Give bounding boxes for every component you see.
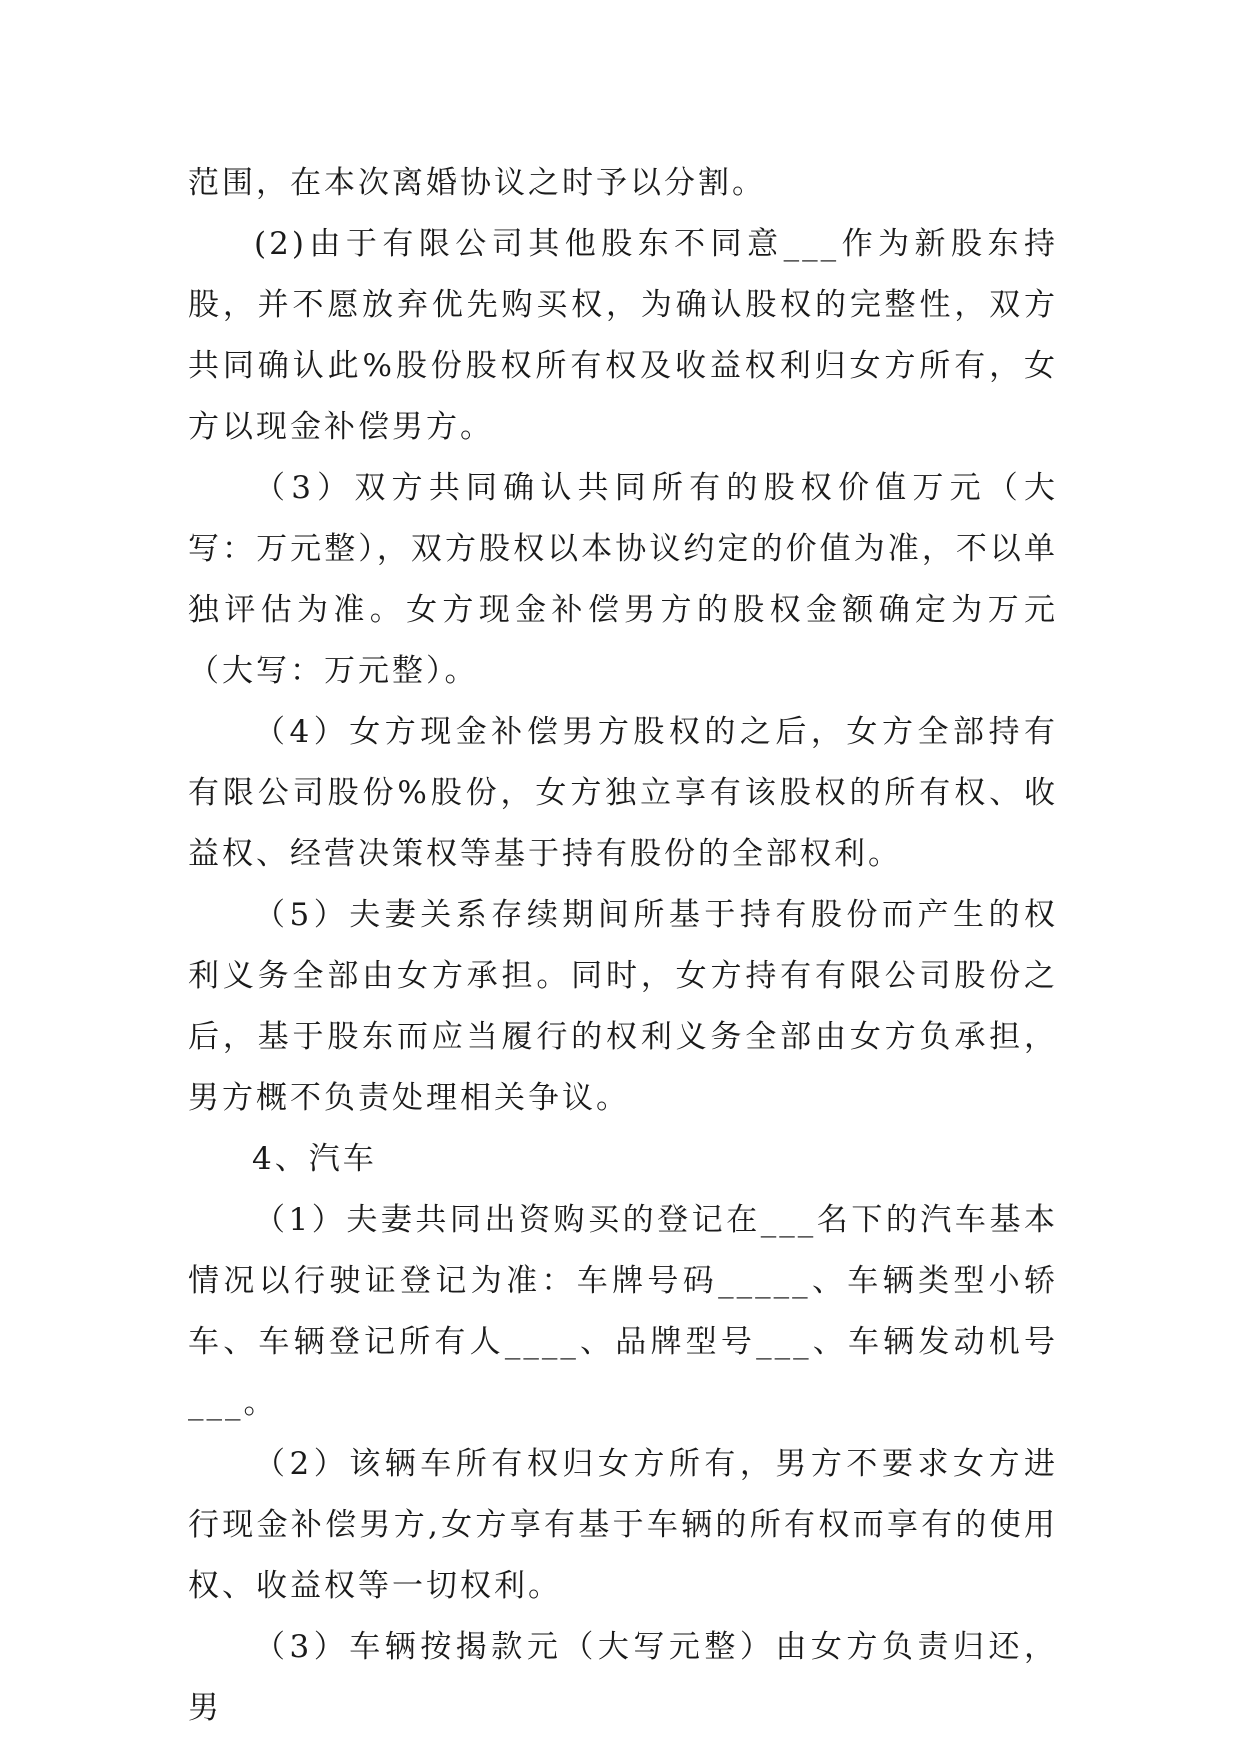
paragraph-car-clause-3: （3）车辆按揭款元（大写元整）由女方负责归还，男 [188, 1629, 1058, 1726]
paragraph-equity-clause-4: （4）女方现金补偿男方股权的之后，女方全部持有有限公司股份%股份，女方独立享有该股权的所有权、收益权、经营决策权等基于持有股份的全部权利。 [188, 714, 1058, 872]
paragraph-equity-clause-3: （3）双方共同确认共同所有的股权价值万元（大写：万元整），双方股权以本协议约定的价值为准，不以单独评估为准。女方现金补偿男方的股权金额确定为万元（大写：万元整）。 [188, 470, 1058, 689]
document-body [188, 153, 1058, 1739]
paragraph-equity-clause-5: （5）夫妻关系存续期间所基于持有股份而产生的权利义务全部由女方承担。同时，女方持有有限公司股份之后，基于股东而应当履行的权利义务全部由女方负承担，男方概不负责处理相关争议。 [188, 897, 1058, 1116]
paragraph-car-clause-1: （1）夫妻共同出资购买的登记在___名下的汽车基本情况以行驶证登记为准：车牌号码_____、车辆类型小轿车、车辆登记所有人____、品牌型号___、车辆发动机号___。 [188, 1202, 1058, 1421]
paragraph-equity-clause-2: (2)由于有限公司其他股东不同意___作为新股东持股，并不愿放弃优先购买权，为确认股权的完整性，双方共同确认此%股份股权所有权及收益权利归女方所有，女方以现金补偿男方。 [188, 226, 1058, 445]
paragraph-car-clause-2: （2）该辆车所有权归女方所有，男方不要求女方进行现金补偿男方,女方享有基于车辆的所有权而享有的使用权、收益权等一切权利。 [188, 1446, 1058, 1604]
paragraph-scope-continuation: 范围，在本次离婚协议之时予以分割。 [188, 165, 766, 201]
section-heading-car: 4、汽车 [252, 1141, 377, 1177]
